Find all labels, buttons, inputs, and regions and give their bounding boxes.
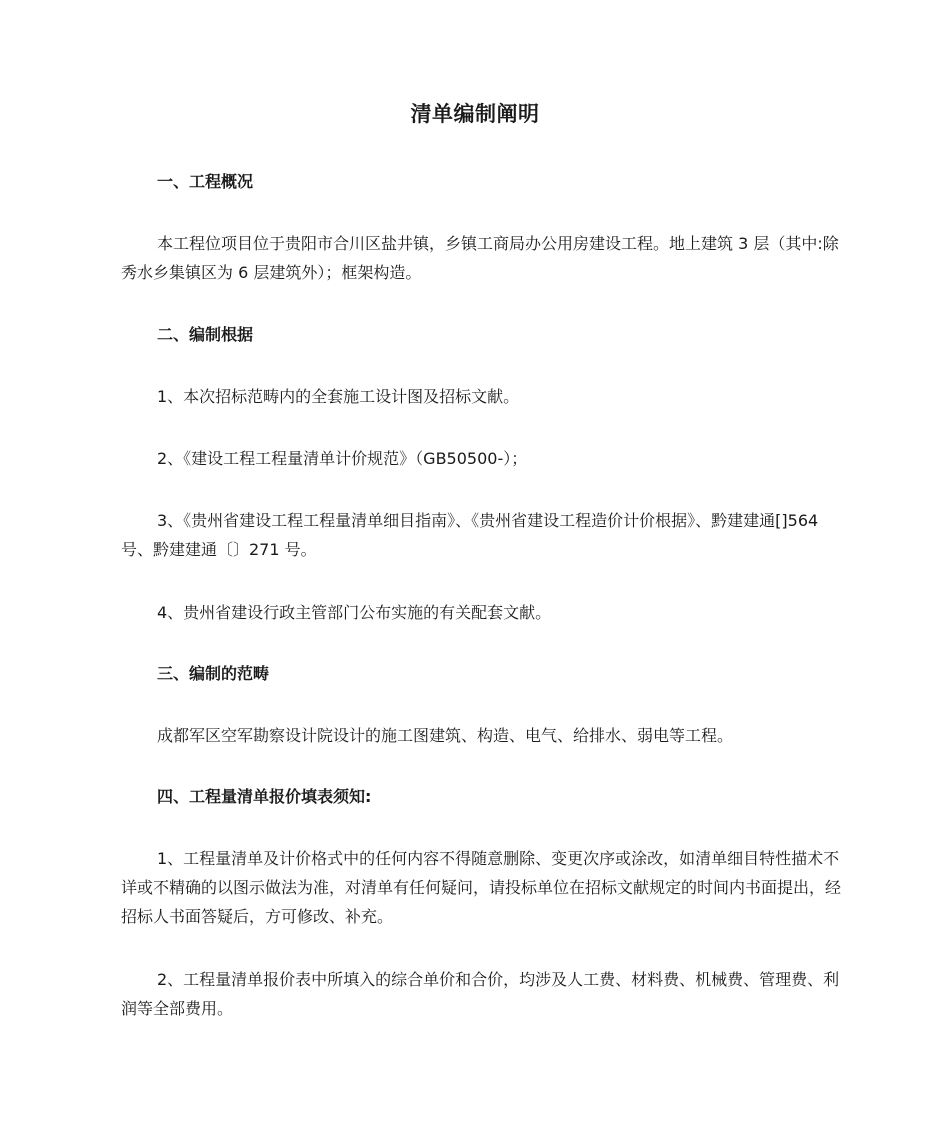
section-heading-instructions: 四、工程量清单报价填表须知: — [157, 787, 372, 806]
paragraph-basis-3: 3、《贵州省建设工程工程量清单细目指南》、《贵州省建设工程造价计价根据》、黔建建通[]564 号、黔建建通〔〕271 号。 — [121, 511, 819, 559]
document-title: 清单编制阐明 — [410, 102, 540, 126]
section-heading-basis: 二、编制根据 — [157, 325, 254, 344]
paragraph-basis-4: 4、贵州省建设行政主管部门公布实施的有关配套文献。 — [157, 603, 552, 622]
paragraph-overview: 本工程位项目位于贵阳市合川区盐井镇，乡镇工商局办公用房建设工程。地上建筑 3 层（其中:除秀水乡集镇区为 6 层建筑外）；框架构造。 — [121, 234, 839, 282]
paragraph-instructions-1: 1、工程量清单及计价格式中的任何内容不得随意删除、变更次序或涂改，如清单细目特性描术不详或不精确的以图示做法为准，对清单有任何疑问，请投标单位在招标文献规定的时间内书面提出，经招标人书面答疑后，方可修改、补充。 — [121, 849, 842, 926]
section-heading-overview: 一、工程概况 — [157, 172, 254, 191]
section-heading-scope: 三、编制的范畴 — [157, 664, 270, 683]
paragraph-basis-1: 1、本次招标范畴内的全套施工设计图及招标文献。 — [157, 387, 520, 406]
paragraph-basis-2: 2、《建设工程工程量清单计价规范》（GB50500-）； — [157, 449, 528, 468]
paragraph-instructions-2: 2、工程量清单报价表中所填入的综合单价和合价，均涉及人工费、材料费、机械费、管理费、利润等全部费用。 — [121, 970, 840, 1018]
paragraph-scope: 成都军区空军勘察设计院设计的施工图建筑、构造、电气、给排水、弱电等工程。 — [157, 726, 734, 745]
